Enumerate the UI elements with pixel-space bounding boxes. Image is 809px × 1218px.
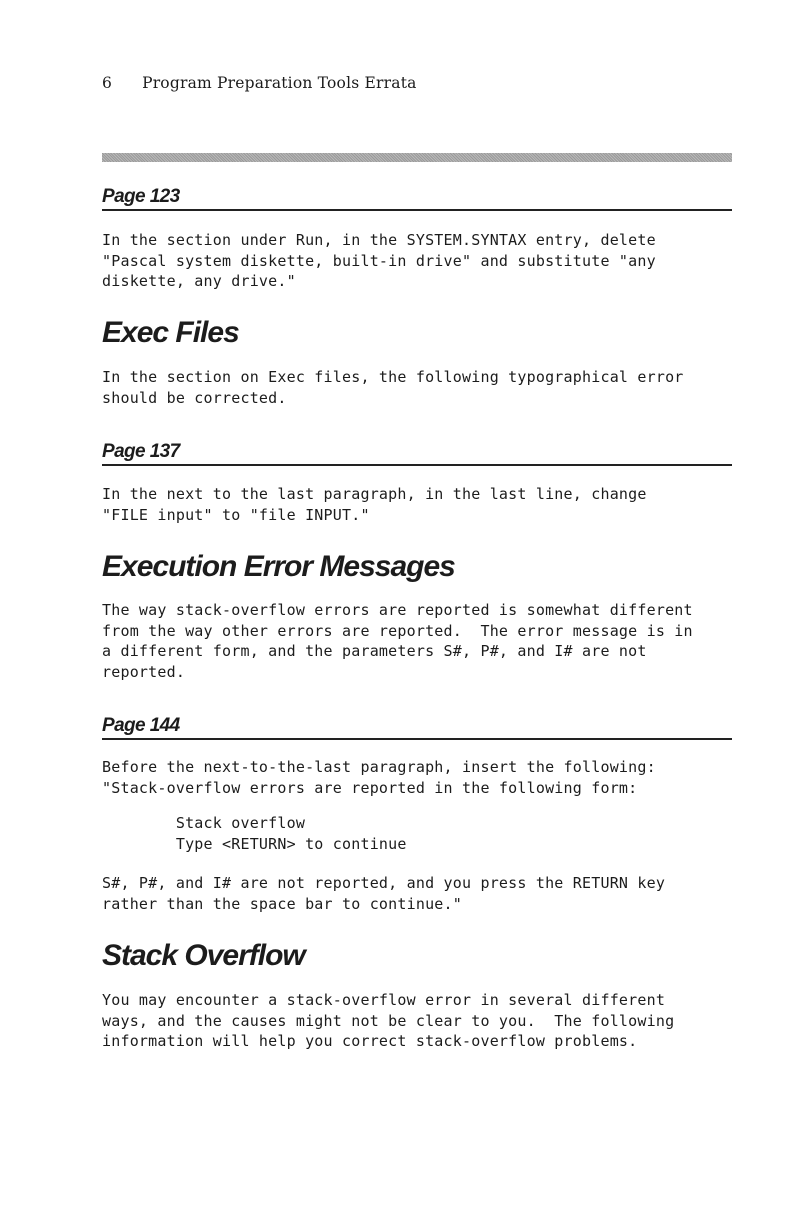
page-144-paragraph-continued: S#, P#, and I# are not reported, and you press the RETURN key rather than the space bar to continue." bbox=[102, 874, 666, 913]
execution-error-messages-title: Execution Error Messages bbox=[102, 550, 455, 583]
section-divider-bar bbox=[102, 153, 732, 162]
stack-overflow-paragraph: You may encounter a stack-overflow error in several different ways, and the causes might not be clear to you. The following information will help you correct stack-overflow problems. bbox=[102, 991, 675, 1050]
page-137-heading: Page 137 bbox=[102, 441, 732, 466]
execution-error-messages-paragraph: The way stack-overflow errors are reported is somewhat different from the way other errors are reported. The error message is in a different form, and the parameters S#, P#, and I# are not reported. bbox=[102, 601, 693, 681]
running-title: Program Preparation Tools Errata bbox=[142, 74, 417, 92]
exec-files-paragraph: In the section on Exec files, the following typographical error should be corrected. bbox=[102, 368, 684, 407]
stack-overflow-title: Stack Overflow bbox=[102, 939, 305, 972]
exec-files-title: Exec Files bbox=[102, 316, 239, 349]
page-number: 6 bbox=[102, 74, 113, 92]
running-header bbox=[102, 74, 417, 92]
page-144-heading: Page 144 bbox=[102, 715, 732, 740]
page-144-example: Stack overflow Type <RETURN> to continue bbox=[175, 814, 407, 853]
page-137-paragraph: In the next to the last paragraph, in the last line, change "FILE input" to "file INPUT." bbox=[102, 485, 647, 524]
page-144-paragraph: Before the next-to-the-last paragraph, insert the following: "Stack-overflow errors are reported in the following form: bbox=[102, 758, 656, 797]
page-123-heading: Page 123 bbox=[102, 186, 732, 211]
page-123-paragraph: In the section under Run, in the SYSTEM.SYNTAX entry, delete "Pascal system diskette, built-in drive" and substitute "any diskette, any drive." bbox=[102, 231, 656, 290]
